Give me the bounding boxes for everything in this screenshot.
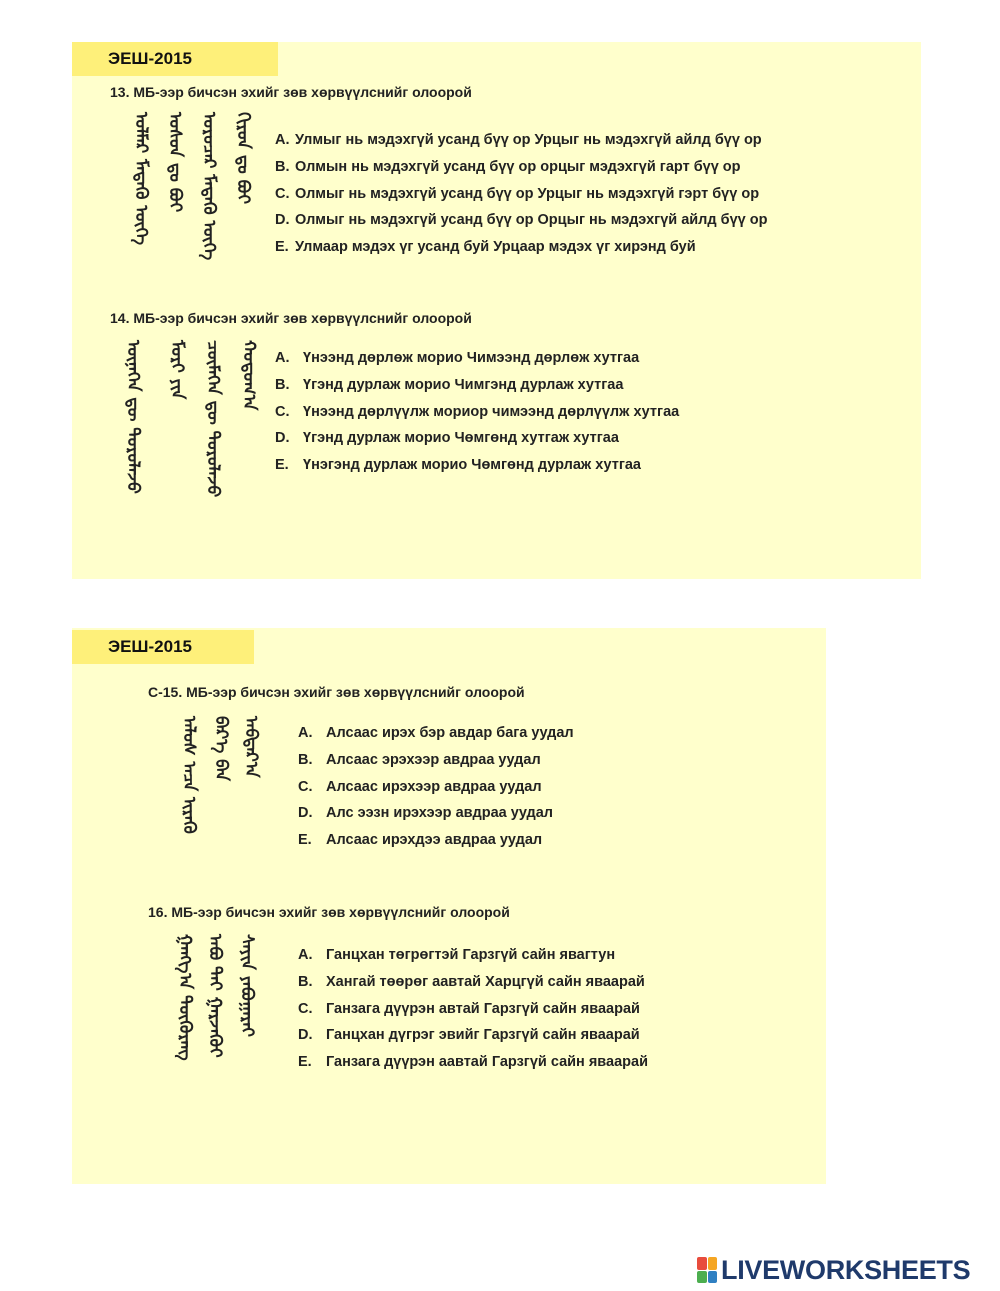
question-15-options [298,720,574,854]
answer-option[interactable]: A. Ганцхан төгрөгтэй Гарзгүй сайн явагтун [298,947,616,963]
mongolian-line: ᠴᠥᠮᠡᠭᠡᠨ ᠳᠦ ᠳᠤᠷᠤᠯᠠᠵᠤ [203,340,223,498]
answer-option[interactable]: E. Алсаас ирэхдээ авдраа уудал [298,832,543,849]
answer-option[interactable]: D. Үгэнд дурлаж морио Чөмгөнд хутгаж хутгаа [275,430,619,447]
question-16-options [298,942,648,1076]
mongolian-line: ᠭᠠᠩᠭ᠎ᠠ ᠳᠦᠭᠦᠷᠡᠩ [175,934,195,1061]
answer-option[interactable]: B. Хангай төөрөг аавтай Харцгүй сайн яваарай [298,973,645,990]
question-15-title: С-15. МБ-ээр бичсэн эхийг зөв хөрвүүлснийг олоорой [148,684,525,700]
question-14-options [275,345,679,479]
mongolian-line: ᠤᠰᠤᠨ ᠳᠤ ᠪᠤᠢ [165,112,185,213]
mongolian-line: ᠮᠣᠷᠢ ᠶᠢᠨ [167,340,187,400]
worksheet-panel-1 [72,42,921,579]
answer-option[interactable]: D. Алс ээзн ирэхээр авдраа уудал [298,805,554,822]
answer-option[interactable]: E. Улмаар мэдэх үг усанд буй Урцаар мэдэх үг хирэнд буй [275,239,696,256]
answer-option[interactable]: C. Ганзага дүүрэн автай Гарзгүй сайн яваарай [298,1000,640,1017]
mongolian-line: ᠬᠤᠲᠤᠭ᠎ᠠ [239,340,259,411]
liveworksheets-logo-icon [697,1257,717,1283]
answer-option[interactable]: A. Алсаас ирэх бэр авдар бага уудал [298,725,574,741]
question-15-mongolian-script [180,716,290,891]
answer-option[interactable]: A. Улмыг нь мэдэхгүй усанд бүү ор Урцыг нь мэдэхгүй айлд бүү ор [275,132,762,148]
mongolian-line: ᠠᠪᠳᠠᠷ᠎ᠠ [241,716,261,778]
exam-tag: ЭЕШ-2015 [72,42,278,76]
question-13-mongolian-script [132,112,262,312]
answer-option[interactable]: B. Үгэнд дурлаж морио Чимгэнд дурлаж хутгаа [275,376,624,393]
mongolian-line: ᠪᠡᠷ᠎ᠡ ᠪᠡᠨ [211,716,231,782]
mongolian-line: ᠤᠯᠮᠠᠷ ᠮᠡᠳᠡᠬᠦ ᠦᠭᠡ [131,112,151,245]
answer-option[interactable]: D. Олмыг нь мэдэхгүй усанд бүү ор Орцыг нь мэдэхгүй айлд бүү ор [275,212,768,229]
mongolian-line: ᠰᠠᠶᠢᠨ ᠶᠠᠪᠤᠭᠠᠷᠠᠢ [237,934,257,1037]
mongolian-line: ᠤᠷᠤᠴᠠᠷ ᠮᠡᠳᠡᠬᠦ ᠦᠭᠡ [199,112,219,261]
exam-tag: ЭЕШ-2015 [72,630,254,664]
liveworksheets-logo[interactable] [697,1255,970,1285]
question-13-title: 13. МБ-ээр бичсэн эхийг зөв хөрвүүлснийг олоорой [110,84,472,100]
question-16-title: 16. МБ-ээр бичсэн эхийг зөв хөрвүүлснийг олоорой [148,904,510,920]
worksheet-panel-2 [72,628,826,1184]
answer-option[interactable]: B. Алсаас эрэхээр авдраа уудал [298,751,541,768]
answer-option[interactable]: D. Ганцхан дүгрэг эвийг Гарзгүй сайн яваарай [298,1027,640,1044]
answer-option[interactable]: C. Олмыг нь мэдэхгүй усанд бүү ор Урцыг нь мэдэхгүй гэрт бүү ор [275,185,760,202]
question-13-options [275,127,767,261]
mongolian-line: ᠦᠨᠡᠭᠡᠨ ᠳᠦ ᠳᠤᠷᠤᠯᠠᠵᠤ [123,340,143,494]
answer-option[interactable]: E. Үнэгэнд дурлаж морио Чөмгөнд дурлаж хутгаа [275,457,641,474]
answer-option[interactable]: A. Үнээнд дөрлөж морио Чимээнд дөрлөж хутгаа [275,350,640,366]
question-14-title: 14. МБ-ээр бичсэн эхийг зөв хөрвүүлснийг олоорой [110,310,472,326]
mongolian-line: ᠠᠪᠤ ᠲᠠᠢ ᠭᠠᠷᠵᠠᠭᠦᠢ [205,934,225,1058]
logo-text: LIVEWORKSHEETS [721,1254,971,1285]
answer-option[interactable]: B. Олмын нь мэдэхгүй усанд бүү ор орцыг мэдэхгүй гарт бүү ор [275,158,741,175]
mongolian-line: ᠬᠢᠷᠤᠨ ᠳᠤ ᠪᠤᠢ [233,112,253,205]
mongolian-line: ᠠᠯᠤᠰ ᠠᠴᠠ ᠢᠷᠡᠬᠦ [179,716,199,834]
question-14-mongolian-script [124,340,274,530]
answer-option[interactable]: C. Үнээнд дөрлүүлж мориор чимээнд дөрлүүлж хутгаа [275,403,680,420]
answer-option[interactable]: E. Ганзага дүүрэн аавтай Гарзгүй сайн яваарай [298,1054,648,1071]
question-16-mongolian-script [176,934,286,1109]
answer-option[interactable]: C. Алсаас ирэхээр авдраа уудал [298,778,542,795]
